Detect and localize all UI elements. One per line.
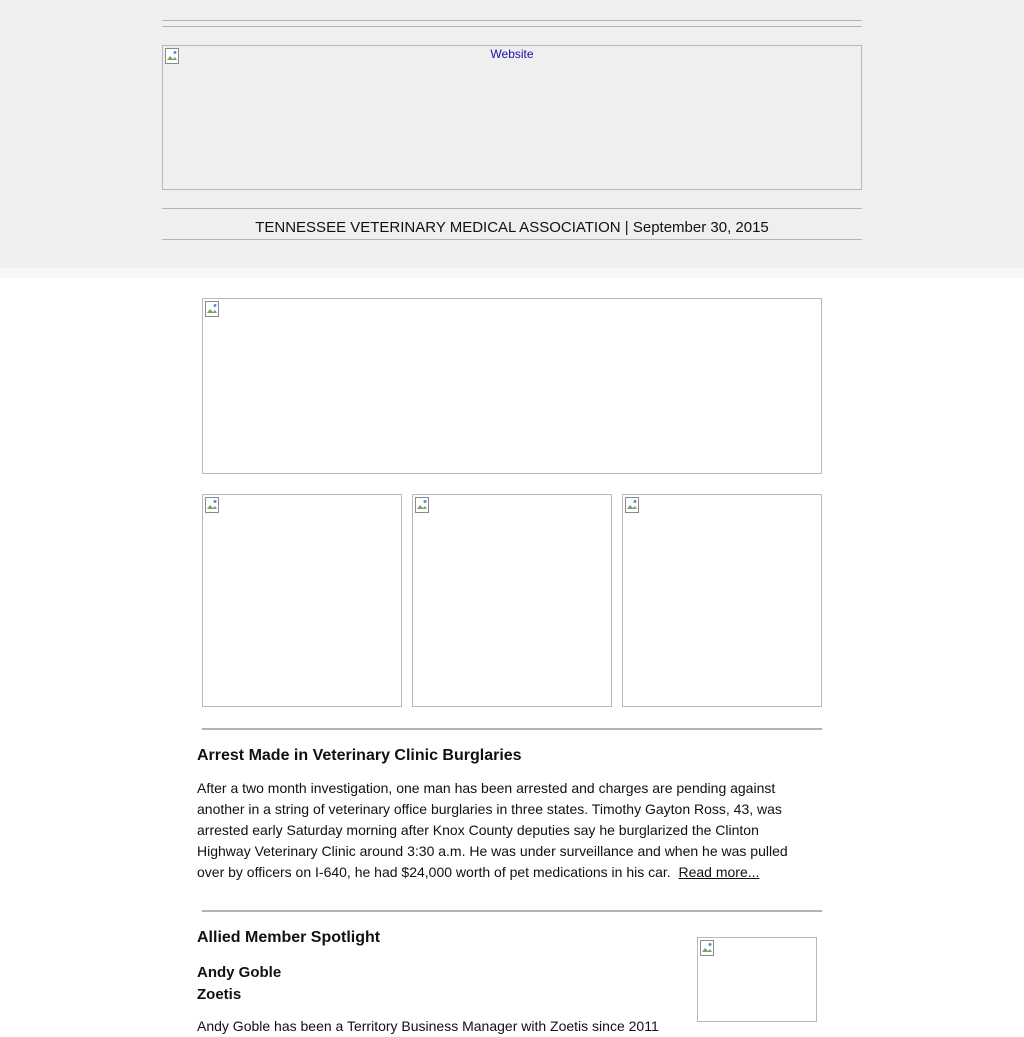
spotlight-person — [197, 962, 281, 1006]
masthead-rule-bottom — [162, 239, 862, 240]
broken-image-icon — [415, 497, 429, 513]
read-more-link[interactable]: Read more... — [678, 864, 760, 880]
header-rule-top-2 — [162, 26, 862, 27]
person-name: Andy Goble — [197, 964, 282, 981]
spotlight-title: Allied Member Spotlight — [197, 929, 381, 946]
issue-date: September 30, 2015 — [632, 219, 769, 236]
article-burglaries — [197, 747, 807, 883]
article-body — [197, 778, 807, 883]
organization-name: TENNESSEE VETERINARY MEDICAL ASSOCIATION — [255, 219, 621, 236]
article-title: Arrest Made in Veterinary Clinic Burglaries — [197, 747, 522, 764]
person-company: Zoetis — [197, 986, 242, 1003]
website-logo-alt-text[interactable]: Website — [490, 47, 534, 61]
website-logo-image[interactable] — [162, 45, 862, 190]
spotlight-photo[interactable] — [697, 937, 817, 1022]
spotlight-body-text: Andy Goble has been a Territory Business Manager with Zoetis since 2011 — [197, 1018, 659, 1034]
broken-image-icon — [205, 301, 219, 317]
section-divider-2 — [202, 910, 822, 912]
broken-image-icon — [205, 497, 219, 513]
masthead-rule-top — [162, 208, 862, 209]
feature-image-2[interactable] — [412, 494, 612, 707]
hero-image[interactable] — [202, 298, 822, 474]
section-divider-1 — [202, 728, 822, 730]
header-bottom-strip — [0, 268, 1024, 278]
masthead — [162, 219, 862, 236]
header-rule-top-1 — [162, 20, 862, 21]
broken-image-icon — [700, 940, 714, 956]
feature-image-3[interactable] — [622, 494, 822, 707]
article-body-text: After a two month investigation, one man has been arrested and charges are pending against another in a string of veterinary office burglaries in three states. Timothy Gayton Ross, 43, was arrested early Saturday morning after Knox County deputies say he burglarized the Clinton Highway Veterinary Clinic around 3:30 a.m. He was under surveillance and when he was pulled over by officers on I-640, he had $24,000 worth of pet medications in his car. — [197, 780, 788, 880]
feature-image-1[interactable] — [202, 494, 402, 707]
broken-image-icon — [625, 497, 639, 513]
masthead-separator: | — [624, 219, 629, 236]
